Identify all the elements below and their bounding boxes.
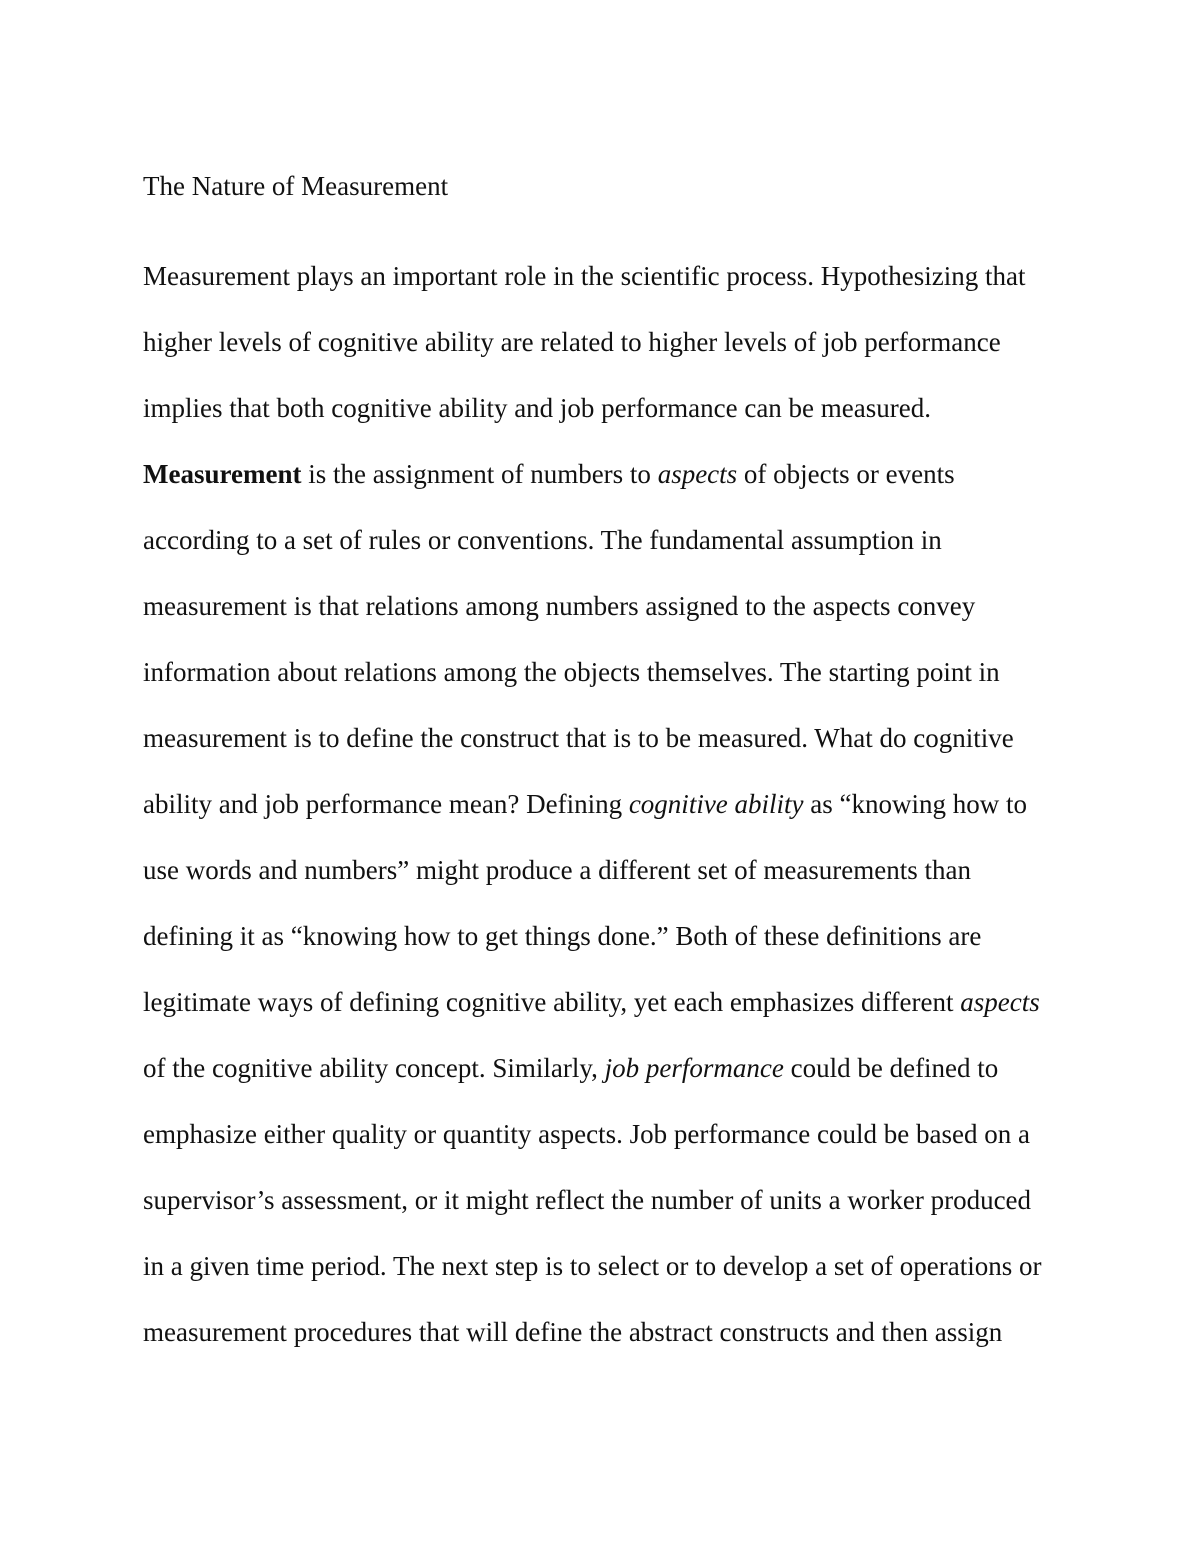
italic-term: aspects [960,987,1040,1017]
text-run: information about relations among the objects themselves. The starting point in [143,657,1000,687]
text-run: could be defined to [783,1053,999,1083]
text-run: ability and job performance mean? Defining [143,789,629,819]
text-run: as “knowing how to [803,789,1028,819]
text-run: defining it as “knowing how to get things done.” Both of these definitions are [143,921,982,951]
text-run: measurement procedures that will define the abstract constructs and then assign [143,1317,1003,1347]
text-run: supervisor’s assessment, or it might reflect the number of units a worker produced [143,1185,1032,1215]
text-line [143,586,1063,652]
text-line [143,1180,1063,1246]
text-line [143,388,1063,454]
text-run: emphasize either quality or quantity aspects. Job performance could be based on a [143,1119,1030,1149]
text-run: according to a set of rules or conventions. The fundamental assumption in [143,525,942,555]
text-run: use words and numbers” might produce a different set of measurements than [143,855,972,885]
text-run: in a given time period. The next step is to select or to develop a set of operations or [143,1251,1042,1281]
text-line [143,1114,1063,1180]
text-line [143,718,1063,784]
document-title: The Nature of Measurement [143,171,449,201]
text-run: is the assignment of numbers to [301,459,658,489]
text-run: of objects or events [737,459,955,489]
text-run: implies that both cognitive ability and job performance can be measured. [143,393,931,423]
italic-term: aspects [657,459,738,489]
text-line [143,916,1063,982]
italic-term: cognitive ability [628,789,804,819]
text-line [143,850,1063,916]
text-line [143,1246,1063,1312]
text-line [143,1048,1063,1114]
body-text [143,256,1063,1378]
text-line [143,784,1063,850]
text-line [143,454,1063,520]
text-line [143,1312,1063,1378]
text-run: measurement is to define the construct that is to be measured. What do cognitive [143,723,1014,753]
text-line [143,322,1063,388]
bold-term: Measurement [143,459,302,489]
text-line [143,652,1063,718]
text-run: Measurement plays an important role in the scientific process. Hypothesizing that [143,261,1026,291]
text-run: legitimate ways of defining cognitive ability, yet each emphasizes different [143,987,961,1017]
text-line [143,256,1063,322]
text-run: higher levels of cognitive ability are related to higher levels of job performance [143,327,1001,357]
text-line [143,982,1063,1048]
text-line [143,520,1063,586]
text-run: measurement is that relations among numbers assigned to the aspects convey [143,591,976,621]
italic-term: job performance [604,1053,784,1083]
text-run: of the cognitive ability concept. Similarly, [143,1053,605,1083]
